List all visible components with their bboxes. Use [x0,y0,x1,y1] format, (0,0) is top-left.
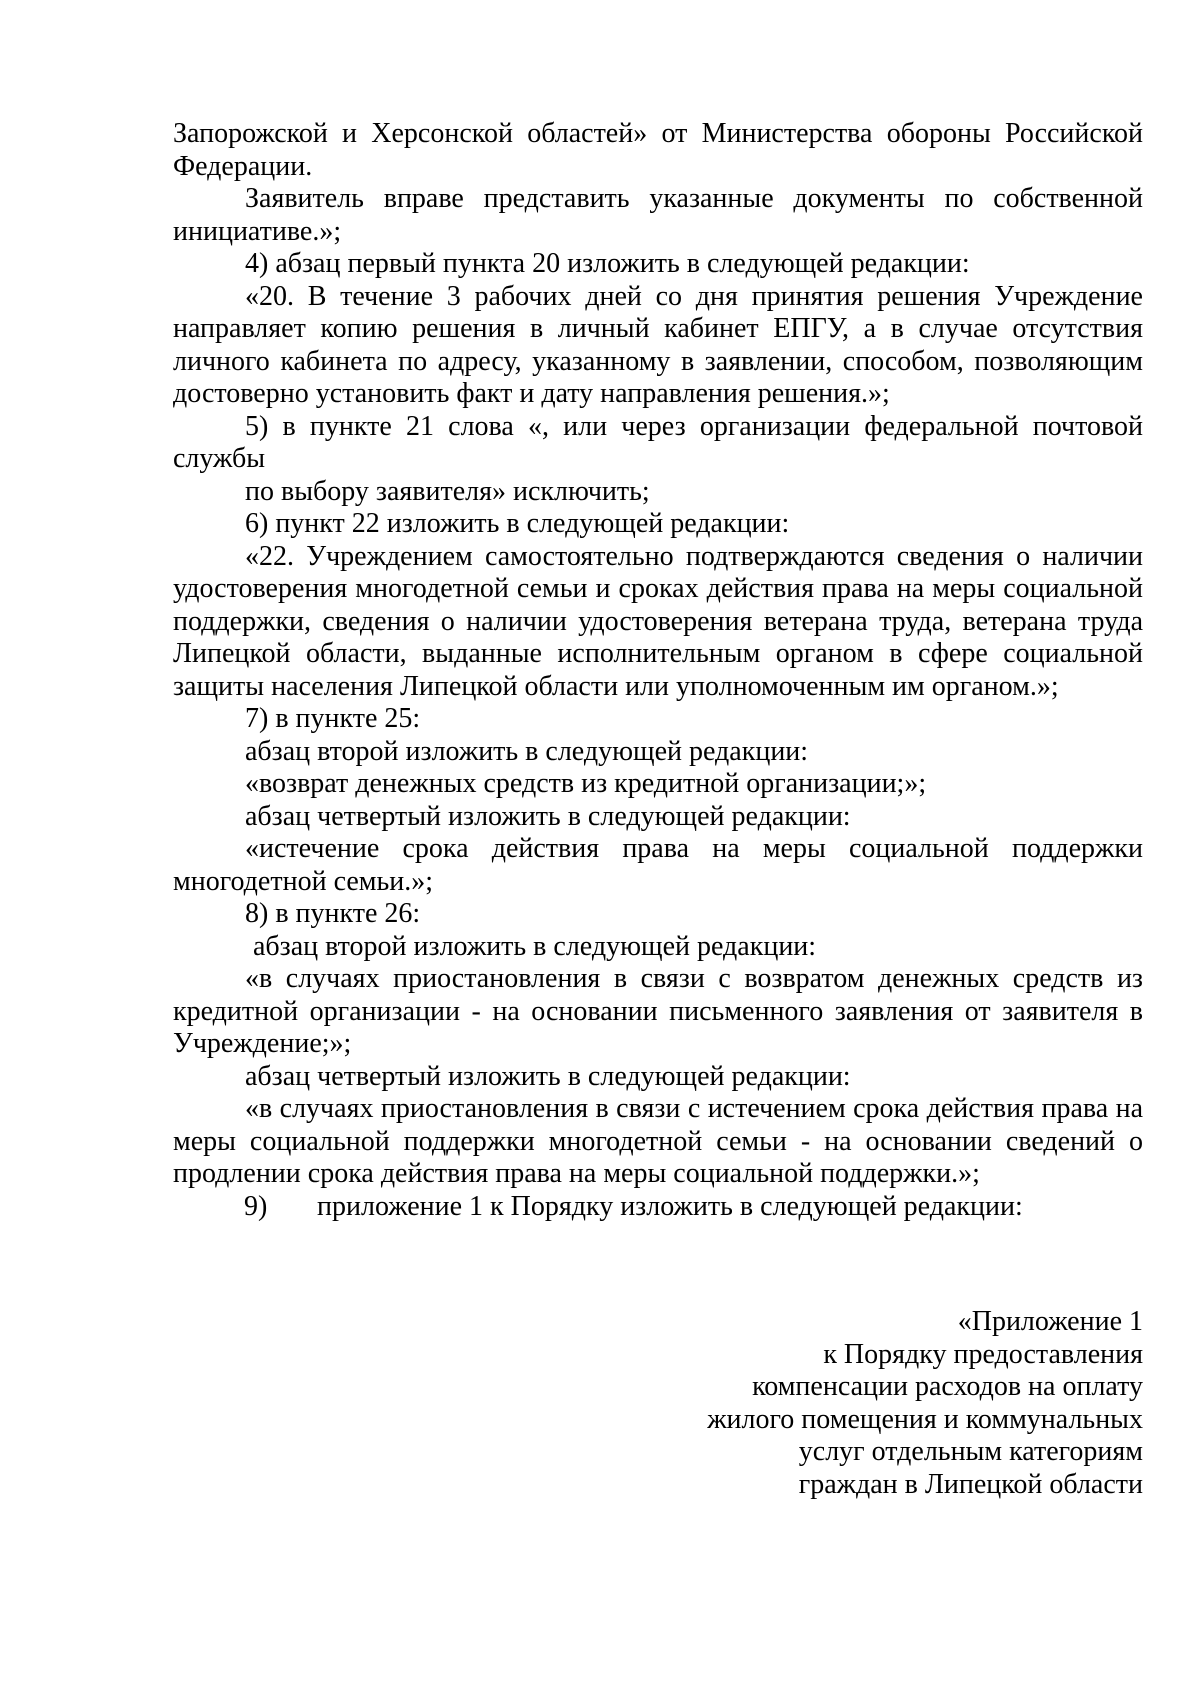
paragraph-federation: Запорожской и Херсонской областей» от Министерства обороны Российской Федерации. [173,118,1143,182]
appendix-line-1: «Приложение 1 [957,1306,1143,1337]
paragraph-applicant-right: Заявитель вправе представить указанные документы по собственной инициативе.»; [173,183,1143,247]
appendix-line-6: граждан в Липецкой области [798,1468,1143,1500]
document-body [173,118,1143,1223]
paragraph-item-4: 4) абзац первый пункта 20 изложить в следующей редакции: [245,248,970,279]
paragraph-point-22-text: «22. Учреждением самостоятельно подтверждаются сведения о наличии удостоверения многодетной семьи и сроках действия права на меры социальной поддержки, сведения о наличии удостоверения ветерана труда, ветерана труда Липецкой области, выданные исполнительным органом в сфере социальной защиты населения Липецкой области или уполномоченным им органом.»; [173,540,1143,702]
paragraph-item-5: 5) в пункте 21 слова «, или через организации федеральной почтовой [245,410,1143,442]
appendix-line-5: услуг отдельным категориям [798,1436,1143,1467]
paragraph-item-9 [173,1191,1143,1224]
appendix-line-3: компенсации расходов на оплату [752,1371,1143,1402]
appendix-heading [707,1306,1143,1501]
paragraph-item-7-para2: абзац второй изложить в следующей редакции: [245,735,809,767]
paragraph-point-20-text: «20. В течение 3 рабочих дней со дня принятия решения Учреждение направляет копию решения в личный кабинет ЕПГУ, а в случае отсутствия личного кабинета по адресу, указанному в заявлении, способом, позволяющим достоверно установить факт и дату направления решения.»; [173,280,1143,409]
item-9-number: 9) [244,1190,268,1222]
paragraph-item-5-end: по выбору заявителя» исключить; [245,475,650,507]
paragraph-item-7: 7) в пункте 25: [245,703,421,734]
paragraph-item-8-para2: абзац второй изложить в следующей редакции: [253,930,817,962]
paragraph-item-6: 6) пункт 22 изложить в следующей редакции: [245,508,790,539]
appendix-line-4: жилого помещения и коммунальных [707,1403,1143,1435]
paragraph-item-8-para2-text: «в случаях приостановления в связи с возвратом денежных средств из кредитной организации - на основании письменного заявления от заявителя в Учреждение;»; [173,963,1143,1059]
paragraph-item-8: 8) в пункте 26: [245,898,421,929]
paragraph-item-8-para4: абзац четвертый изложить в следующей редакции: [245,1060,851,1092]
item-9-text: приложение 1 к Порядку изложить в следующей редакции: [317,1190,1023,1222]
appendix-line-2: к Порядку предоставления [823,1338,1143,1370]
paragraph-item-7-para4-text: «истечение срока действия права на меры социальной поддержки многодетной семьи.»; [173,833,1143,897]
paragraph-item-7-para2-text: «возврат денежных средств из кредитной организации;»; [245,768,927,799]
paragraph-item-8-para4-text: «в случаях приостановления в связи с истечением срока действия права на меры социальной поддержки многодетной семьи - на основании сведений о продлении срока действия права на меры социальной поддержки.»; [173,1093,1143,1189]
paragraph-item-7-para4: абзац четвертый изложить в следующей редакции: [245,800,851,832]
paragraph-item-5-continuation: службы [173,443,266,474]
